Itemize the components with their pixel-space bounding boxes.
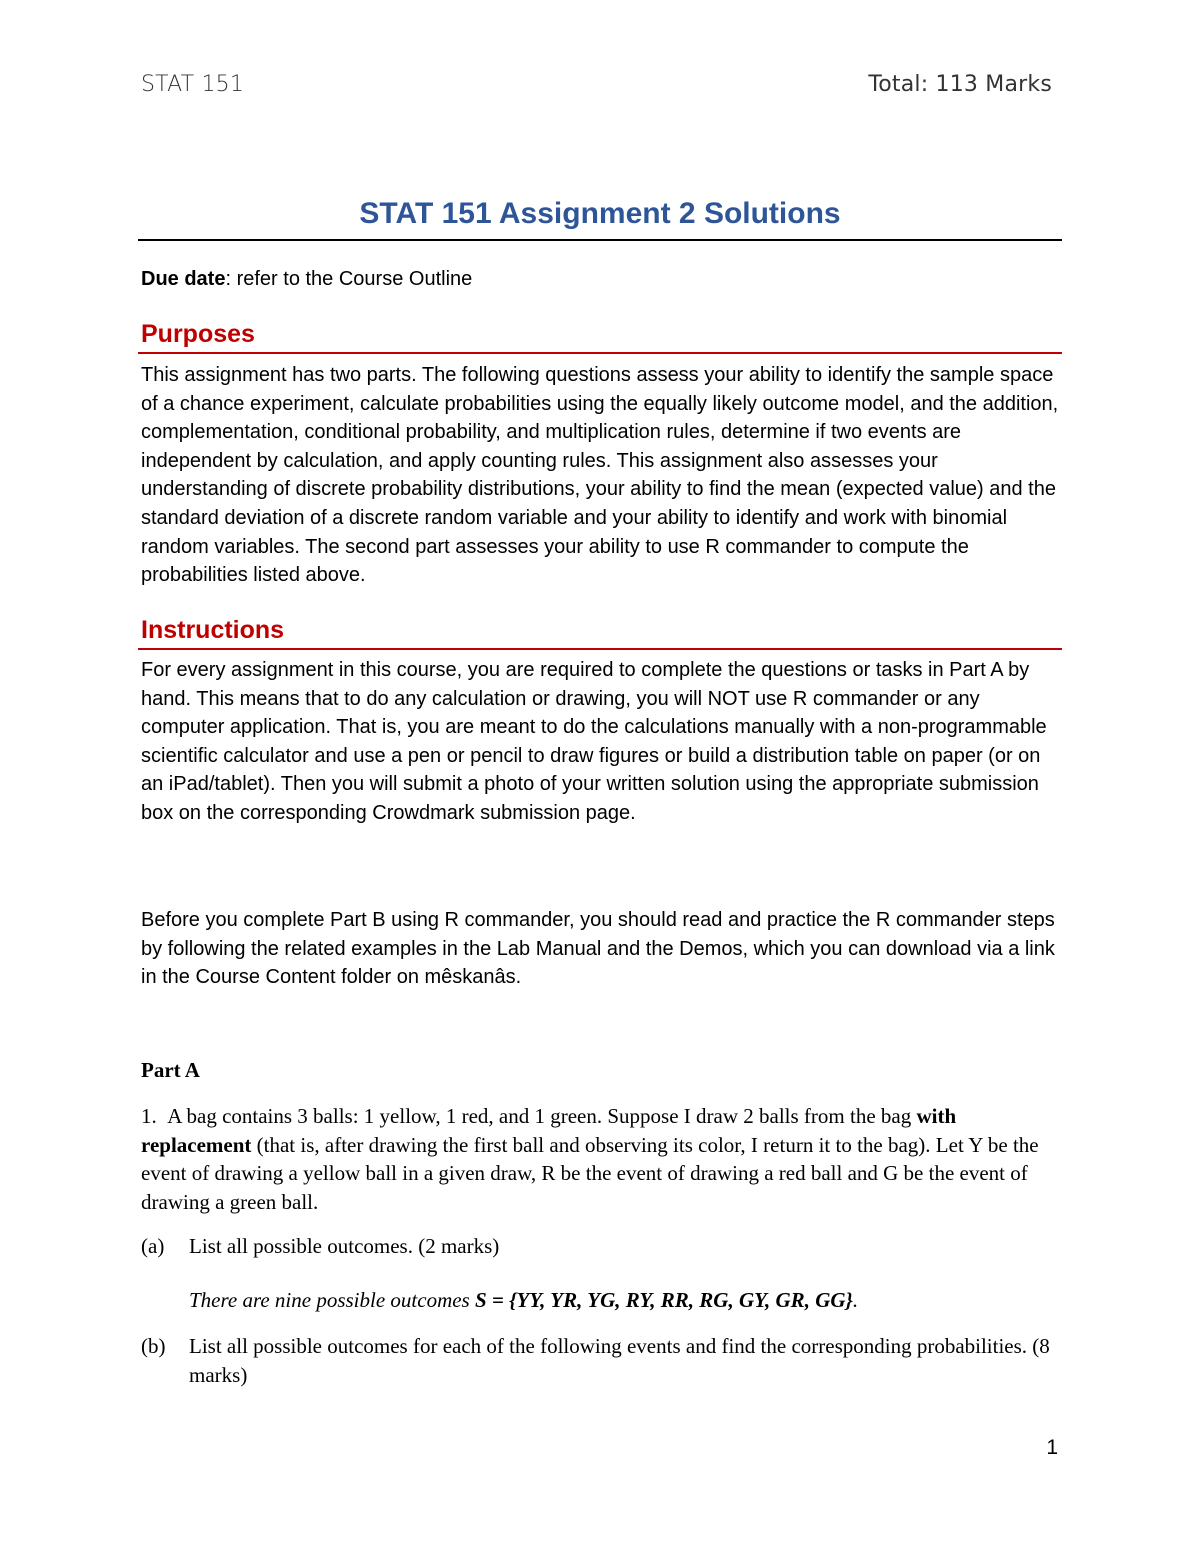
title-divider — [138, 239, 1062, 241]
instructions-heading: Instructions — [141, 616, 285, 644]
question-1b — [141, 1332, 1056, 1392]
purposes-heading: Purposes — [141, 320, 255, 348]
header-total-marks: Total: 113 Marks — [868, 72, 1052, 97]
question-1b-label: (b) — [141, 1334, 166, 1358]
header-course: STAT 151 — [141, 72, 245, 97]
page-number: 1 — [1046, 1436, 1058, 1459]
question-1 — [141, 1102, 1056, 1216]
question-1-emphasis: with replacement — [141, 1104, 957, 1157]
answer-sample-space: S = {YY, YR, YG, RY, RR, RG, GY, GR, GG} — [474, 1288, 853, 1312]
instructions-paragraph-2: Before you complete Part B using R commander, you should read and practice the R commander steps by following the related examples in the Lab Manual and the Demos, which you can download via a link in the Course Content folder on mêskanâs. — [141, 909, 1055, 989]
part-a-heading: Part A — [141, 1058, 200, 1082]
document-title: STAT 151 Assignment 2 Solutions — [359, 197, 841, 230]
question-1a — [141, 1232, 1056, 1262]
question-1b-text: List all possible outcomes for each of the following events and find the corresponding probabilities. (8 marks) — [189, 1334, 1050, 1387]
due-date-label: Due date — [141, 268, 226, 290]
answer-text: There are nine possible outcomes — [189, 1288, 475, 1312]
purposes-divider — [138, 352, 1062, 354]
question-1-number: 1. — [141, 1104, 157, 1128]
question-1-text-end: (that is, after drawing the first ball and observing its color, I return it to the bag). Let Y be the event of drawing a yellow ball in a given draw, R be the event of drawing a red ball and G be the event of drawing a green ball. — [141, 1132, 1039, 1214]
answer-end: . — [852, 1288, 859, 1312]
question-1-text-start: A bag contains 3 balls: 1 yellow, 1 red, and 1 green. Suppose I draw 2 balls from the bag — [167, 1104, 917, 1128]
instructions-paragraph-1: For every assignment in this course, you are required to complete the questions or tasks in Part A by hand. This means that to do any calculation or drawing, you will NOT use R commander or any computer application. That is, you are meant to do the calculations manually with a non-programmable scientific calculator and use a pen or pencil to draw figures or build a distribution table on paper (or on an iPad/tablet). Then you will submit a photo of your written solution using the appropriate submission box on the corresponding Crowdmark submission page. — [141, 659, 1047, 824]
question-1a-text: List all possible outcomes. (2 marks) — [189, 1234, 500, 1258]
question-1a-label: (a) — [141, 1234, 165, 1258]
purposes-paragraph: This assignment has two parts. The following questions assess your ability to identify the sample space of a chance experiment, calculate probabilities using the equally likely outcome model, and the addition, complementation, conditional probability, and multiplication rules, determine if two events are independent by calculation, and apply counting rules. This assignment also assesses your understanding of discrete probability distributions, your ability to find the mean (expected value) and the standard deviation of a discrete random variable and your ability to identify and work with binomial random variables. The second part assesses your ability to use R commander to compute the probabilities listed above. — [141, 364, 1059, 587]
question-1a-answer — [189, 1288, 858, 1313]
due-date-text: : refer to the Course Outline — [225, 268, 473, 290]
instructions-divider — [138, 648, 1062, 650]
due-date-line — [141, 268, 472, 291]
